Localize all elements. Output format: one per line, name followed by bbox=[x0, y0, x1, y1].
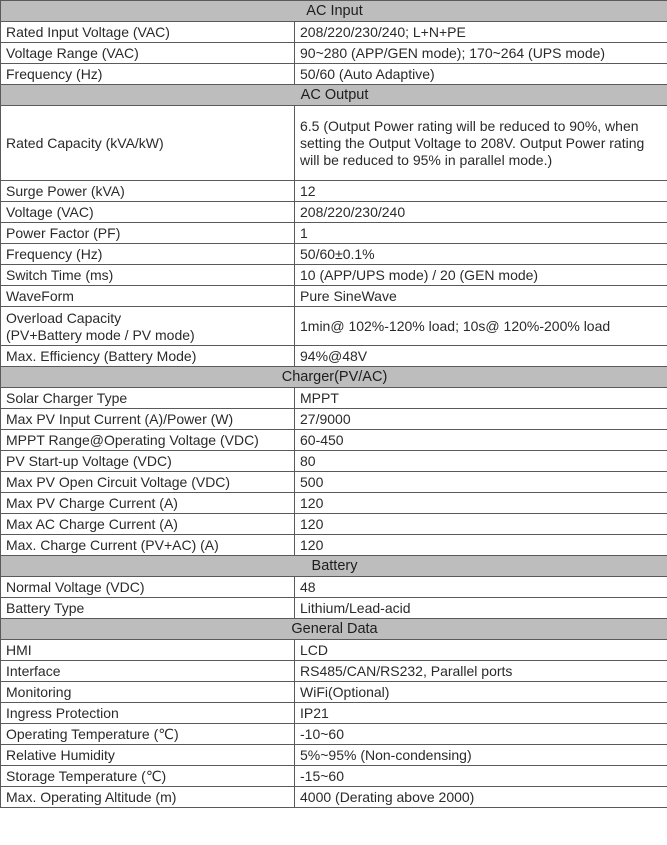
spec-value: -15~60 bbox=[295, 766, 667, 787]
spec-value: 6.5 (Output Power rating will be reduced to 90%, when setting the Output Voltage to 208V. Output Power rating will be reduced to 95% in parallel mode.) bbox=[295, 106, 667, 181]
section-header-ac-input bbox=[1, 1, 667, 22]
spec-value: 4000 (Derating above 2000) bbox=[295, 787, 667, 808]
spec-value: 1min@ 102%-120% load; 10s@ 120%-200% load bbox=[295, 307, 667, 346]
spec-value: 60-450 bbox=[295, 430, 667, 451]
spec-value: 12 bbox=[295, 181, 667, 202]
spec-value: 208/220/230/240 bbox=[295, 202, 667, 223]
spec-value: 208/220/230/240; L+N+PE bbox=[295, 22, 667, 43]
spec-label: Max PV Input Current (A)/Power (W) bbox=[1, 409, 295, 430]
section-title: AC Input bbox=[1, 1, 667, 22]
table-row bbox=[1, 577, 667, 598]
spec-value: 27/9000 bbox=[295, 409, 667, 430]
spec-value: 94%@48V bbox=[295, 346, 667, 367]
spec-value: 90~280 (APP/GEN mode); 170~264 (UPS mode) bbox=[295, 43, 667, 64]
table-row bbox=[1, 43, 667, 64]
table-row bbox=[1, 535, 667, 556]
table-row bbox=[1, 22, 667, 43]
spec-label-line: (PV+Battery mode / PV mode) bbox=[6, 326, 195, 343]
spec-label: Interface bbox=[1, 661, 295, 682]
spec-label bbox=[1, 307, 295, 346]
table-row bbox=[1, 307, 667, 346]
spec-label: WaveForm bbox=[1, 286, 295, 307]
table-row bbox=[1, 766, 667, 787]
table-row bbox=[1, 745, 667, 766]
table-row bbox=[1, 64, 667, 85]
section-header-ac-output bbox=[1, 85, 667, 106]
table-row bbox=[1, 265, 667, 286]
table-row bbox=[1, 430, 667, 451]
table-row bbox=[1, 286, 667, 307]
spec-value: Pure SineWave bbox=[295, 286, 667, 307]
section-header-general-data bbox=[1, 619, 667, 640]
spec-label: Normal Voltage (VDC) bbox=[1, 577, 295, 598]
spec-value: 80 bbox=[295, 451, 667, 472]
table-row bbox=[1, 409, 667, 430]
spec-value: 5%~95% (Non-condensing) bbox=[295, 745, 667, 766]
table-row bbox=[1, 202, 667, 223]
table-row bbox=[1, 703, 667, 724]
table-row bbox=[1, 346, 667, 367]
spec-value: IP21 bbox=[295, 703, 667, 724]
spec-label: Switch Time (ms) bbox=[1, 265, 295, 286]
spec-label: PV Start-up Voltage (VDC) bbox=[1, 451, 295, 472]
table-row bbox=[1, 514, 667, 535]
section-title: Battery bbox=[1, 556, 667, 577]
spec-value: RS485/CAN/RS232, Parallel ports bbox=[295, 661, 667, 682]
spec-label: MPPT Range@Operating Voltage (VDC) bbox=[1, 430, 295, 451]
spec-value: 120 bbox=[295, 535, 667, 556]
spec-value: 50/60±0.1% bbox=[295, 244, 667, 265]
table-row bbox=[1, 223, 667, 244]
spec-label: Operating Temperature (℃) bbox=[1, 724, 295, 745]
table-row bbox=[1, 244, 667, 265]
spec-value: 120 bbox=[295, 493, 667, 514]
spec-value: WiFi(Optional) bbox=[295, 682, 667, 703]
spec-value: 48 bbox=[295, 577, 667, 598]
spec-label: Power Factor (PF) bbox=[1, 223, 295, 244]
spec-label: Voltage (VAC) bbox=[1, 202, 295, 223]
spec-label: Max. Charge Current (PV+AC) (A) bbox=[1, 535, 295, 556]
spec-value: MPPT bbox=[295, 388, 667, 409]
section-header-battery bbox=[1, 556, 667, 577]
table-row bbox=[1, 661, 667, 682]
spec-value: 10 (APP/UPS mode) / 20 (GEN mode) bbox=[295, 265, 667, 286]
table-row bbox=[1, 106, 667, 181]
table-row bbox=[1, 472, 667, 493]
spec-value: LCD bbox=[295, 640, 667, 661]
spec-label: Battery Type bbox=[1, 598, 295, 619]
spec-label: Max PV Charge Current (A) bbox=[1, 493, 295, 514]
section-title: General Data bbox=[1, 619, 667, 640]
spec-label: HMI bbox=[1, 640, 295, 661]
spec-label: Solar Charger Type bbox=[1, 388, 295, 409]
spec-label: Monitoring bbox=[1, 682, 295, 703]
table-row bbox=[1, 682, 667, 703]
table-row bbox=[1, 640, 667, 661]
spec-label: Voltage Range (VAC) bbox=[1, 43, 295, 64]
spec-label: Frequency (Hz) bbox=[1, 244, 295, 265]
section-header-charger bbox=[1, 367, 667, 388]
spec-label: Rated Capacity (kVA/kW) bbox=[1, 106, 295, 181]
table-row bbox=[1, 493, 667, 514]
section-title: AC Output bbox=[1, 85, 667, 106]
spec-label: Rated Input Voltage (VAC) bbox=[1, 22, 295, 43]
section-title: Charger(PV/AC) bbox=[1, 367, 667, 388]
spec-value: -10~60 bbox=[295, 724, 667, 745]
table-row bbox=[1, 181, 667, 202]
spec-label: Max. Efficiency (Battery Mode) bbox=[1, 346, 295, 367]
spec-label: Max AC Charge Current (A) bbox=[1, 514, 295, 535]
spec-label: Ingress Protection bbox=[1, 703, 295, 724]
spec-value: 1 bbox=[295, 223, 667, 244]
spec-value: 500 bbox=[295, 472, 667, 493]
spec-label: Relative Humidity bbox=[1, 745, 295, 766]
table-row bbox=[1, 724, 667, 745]
table-row bbox=[1, 598, 667, 619]
spec-value: Lithium/Lead-acid bbox=[295, 598, 667, 619]
spec-label: Max. Operating Altitude (m) bbox=[1, 787, 295, 808]
table-row bbox=[1, 451, 667, 472]
table-row bbox=[1, 388, 667, 409]
spec-label: Storage Temperature (℃) bbox=[1, 766, 295, 787]
spec-value: 120 bbox=[295, 514, 667, 535]
spec-label: Frequency (Hz) bbox=[1, 64, 295, 85]
spec-label: Max PV Open Circuit Voltage (VDC) bbox=[1, 472, 295, 493]
spec-label-line: Overload Capacity bbox=[6, 309, 122, 326]
spec-value: 50/60 (Auto Adaptive) bbox=[295, 64, 667, 85]
spec-label: Surge Power (kVA) bbox=[1, 181, 295, 202]
table-row bbox=[1, 787, 667, 808]
